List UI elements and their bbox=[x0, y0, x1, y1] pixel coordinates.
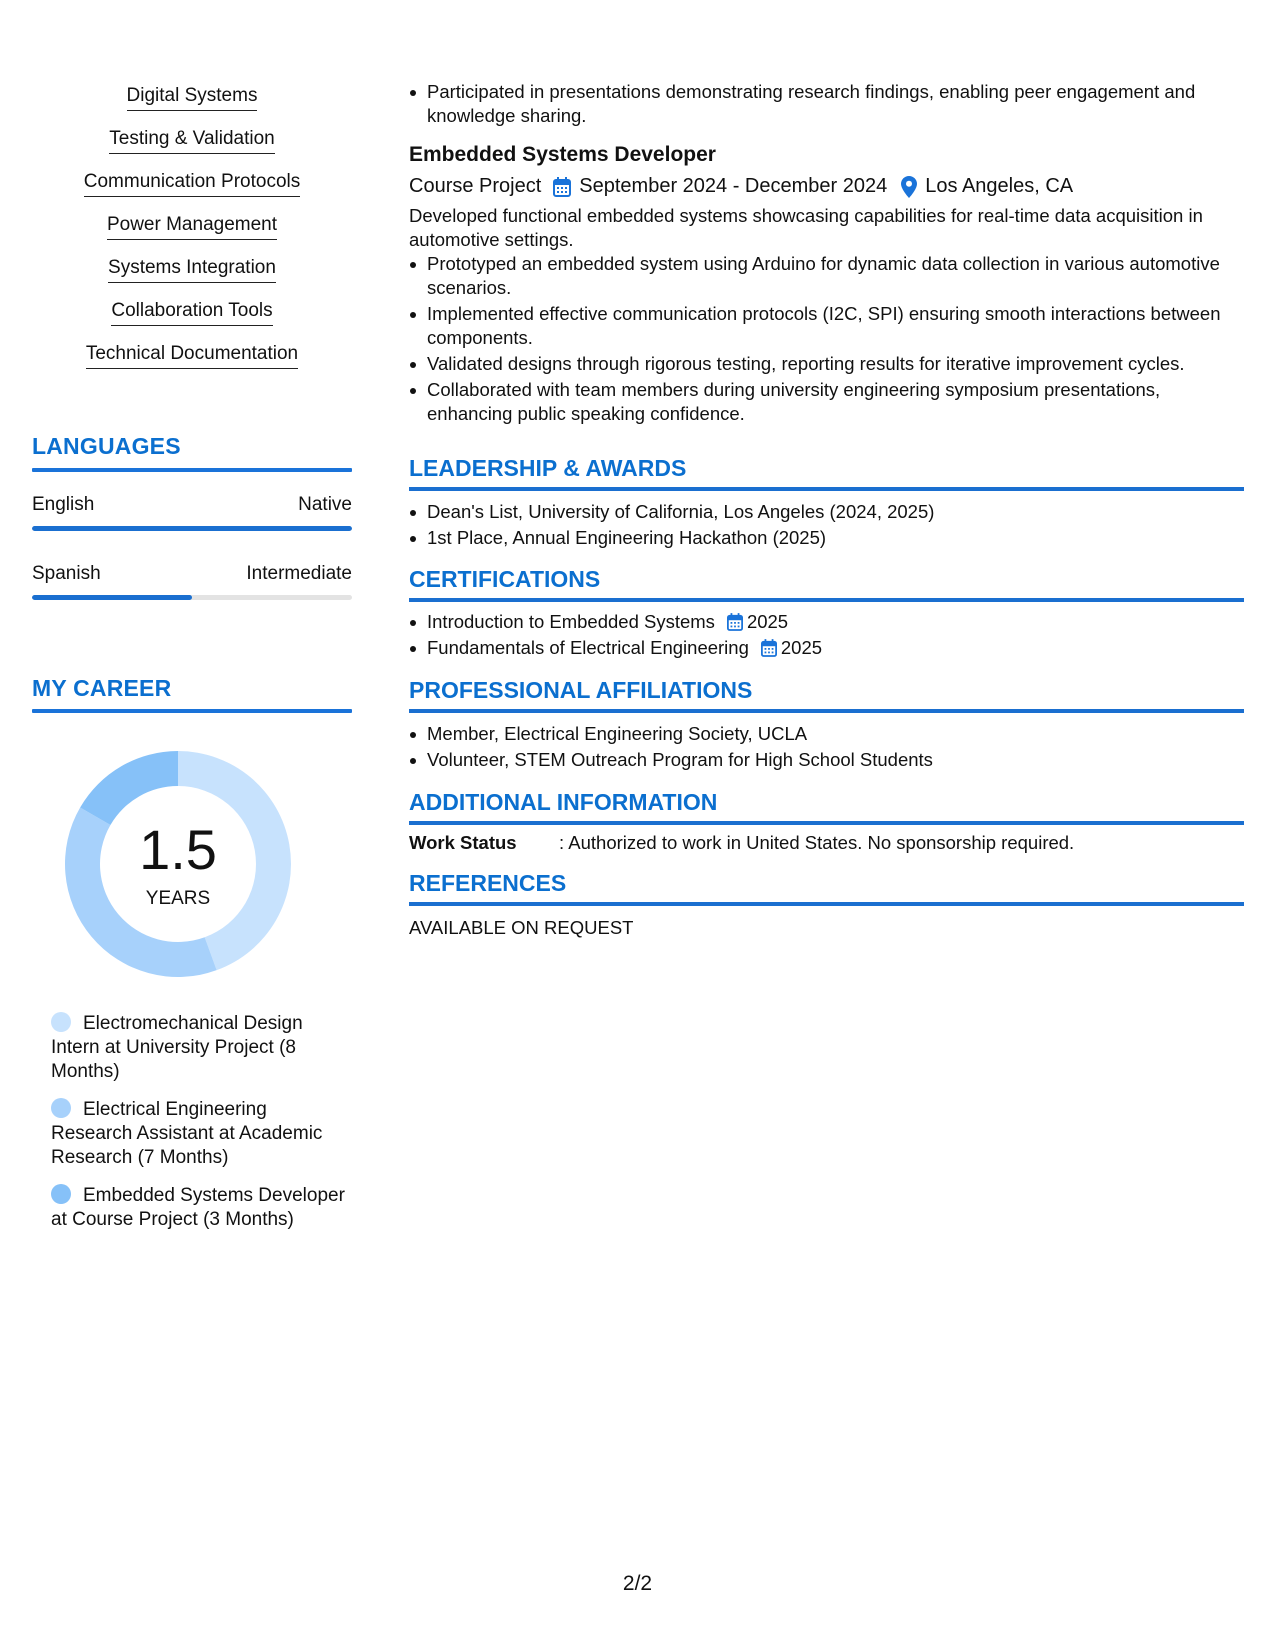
list-item: Member, Electrical Engineering Society, UCLA bbox=[409, 722, 1244, 746]
leadership-heading: LEADERSHIP & AWARDS bbox=[409, 455, 687, 481]
skill-label: Power Management bbox=[107, 212, 277, 240]
language-row bbox=[32, 563, 352, 585]
skill-item bbox=[32, 341, 352, 369]
cert-year: 2025 bbox=[746, 611, 789, 632]
career-total-unit: YEARS bbox=[145, 888, 211, 909]
list-item: 1st Place, Annual Engineering Hackathon (2025) bbox=[409, 526, 1244, 550]
language-level: Native bbox=[298, 494, 352, 515]
skill-item bbox=[32, 298, 352, 326]
career-total-value: 1.5 bbox=[139, 818, 217, 881]
skill-item bbox=[32, 126, 352, 154]
language-bar bbox=[32, 595, 352, 600]
list-item bbox=[409, 610, 1244, 634]
legend-label: Embedded Systems Developer at Course Project (3 Months) bbox=[51, 1185, 345, 1230]
job-company: Course Project bbox=[409, 175, 542, 197]
language-level: Intermediate bbox=[246, 563, 352, 584]
job-location: Los Angeles, CA bbox=[925, 175, 1074, 197]
career-heading: MY CAREER bbox=[32, 675, 172, 701]
work-status-row bbox=[409, 832, 1074, 854]
language-row bbox=[32, 494, 352, 516]
affiliations-heading: PROFESSIONAL AFFILIATIONS bbox=[409, 677, 753, 703]
legend-dot-icon bbox=[51, 1184, 71, 1204]
legend-dot-icon bbox=[51, 1098, 71, 1118]
language-name: English bbox=[32, 494, 95, 515]
donut-center bbox=[64, 750, 292, 978]
job-dates: September 2024 - December 2024 bbox=[579, 175, 888, 197]
list-item: Implemented effective communication protocols (I2C, SPI) ensuring smooth interactions between components. bbox=[409, 302, 1244, 350]
list-item: Participated in presentations demonstrating research findings, enabling peer engagement and knowledge sharing. bbox=[409, 80, 1244, 128]
page-number: 2/2 bbox=[622, 1572, 653, 1595]
list-item bbox=[409, 636, 1244, 660]
job-summary: Developed functional embedded systems showcasing capabilities for real-time data acquisition in automotive settings. bbox=[409, 205, 1203, 250]
skill-item bbox=[32, 255, 352, 283]
calendar-icon bbox=[761, 639, 777, 657]
cert-year: 2025 bbox=[780, 637, 823, 658]
legend-label: Electrical Engineering Research Assistant at Academic Research (7 Months) bbox=[51, 1099, 323, 1168]
calendar-icon bbox=[727, 613, 743, 631]
skill-label: Digital Systems bbox=[127, 83, 258, 111]
skill-item bbox=[32, 212, 352, 240]
leadership-rule bbox=[409, 487, 1244, 491]
job-title: Embedded Systems Developer bbox=[409, 143, 716, 166]
list-item: Validated designs through rigorous testing, reporting results for iterative improvement cycles. bbox=[409, 352, 1244, 376]
calendar-icon bbox=[553, 177, 571, 197]
language-name: Spanish bbox=[32, 563, 101, 584]
certifications-heading: CERTIFICATIONS bbox=[409, 566, 601, 592]
legend-label: Electromechanical Design Intern at University Project (8 Months) bbox=[51, 1013, 303, 1082]
additional-heading: ADDITIONAL INFORMATION bbox=[409, 789, 718, 815]
skill-label: Technical Documentation bbox=[86, 341, 298, 369]
list-item: Volunteer, STEM Outreach Program for High School Students bbox=[409, 748, 1244, 772]
skill-label: Communication Protocols bbox=[84, 169, 300, 197]
list-item: Prototyped an embedded system using Arduino for dynamic data collection in various automotive scenarios. bbox=[409, 252, 1244, 300]
career-legend-item bbox=[51, 1098, 351, 1170]
list-item: Collaborated with team members during university engineering symposium presentations, enhancing public speaking confidence. bbox=[409, 378, 1244, 426]
certifications-rule bbox=[409, 598, 1244, 602]
language-bar bbox=[32, 526, 352, 531]
certifications-list bbox=[409, 610, 1244, 662]
job-bullets bbox=[409, 252, 1244, 428]
skill-label: Systems Integration bbox=[108, 255, 276, 283]
leadership-list bbox=[409, 500, 1244, 552]
affiliations-list bbox=[409, 722, 1244, 774]
experience-continued-list bbox=[409, 80, 1244, 130]
skill-item bbox=[32, 83, 352, 111]
languages-heading: LANGUAGES bbox=[32, 433, 181, 459]
affiliations-rule bbox=[409, 709, 1244, 713]
references-text: AVAILABLE ON REQUEST bbox=[409, 917, 634, 938]
work-status-value: : Authorized to work in United States. No sponsorship required. bbox=[559, 832, 1075, 853]
references-rule bbox=[409, 902, 1244, 906]
legend-dot-icon bbox=[51, 1012, 71, 1032]
career-donut-chart bbox=[64, 750, 292, 978]
language-bar-fill bbox=[32, 595, 192, 600]
languages-rule bbox=[32, 468, 352, 472]
skill-item bbox=[32, 169, 352, 197]
references-heading: REFERENCES bbox=[409, 870, 567, 896]
list-item: Dean's List, University of California, Los Angeles (2024, 2025) bbox=[409, 500, 1244, 524]
skill-label: Collaboration Tools bbox=[111, 298, 272, 326]
job-meta bbox=[409, 175, 1073, 198]
career-legend-item bbox=[51, 1184, 351, 1232]
work-status-label: Work Status bbox=[409, 832, 517, 853]
language-bar-fill bbox=[32, 526, 352, 531]
cert-name: Fundamentals of Electrical Engineering bbox=[427, 637, 749, 658]
additional-rule bbox=[409, 821, 1244, 825]
cert-name: Introduction to Embedded Systems bbox=[427, 611, 715, 632]
map-pin-icon bbox=[901, 176, 917, 198]
career-rule bbox=[32, 709, 352, 713]
career-legend-item bbox=[51, 1012, 351, 1084]
skill-label: Testing & Validation bbox=[109, 126, 274, 154]
